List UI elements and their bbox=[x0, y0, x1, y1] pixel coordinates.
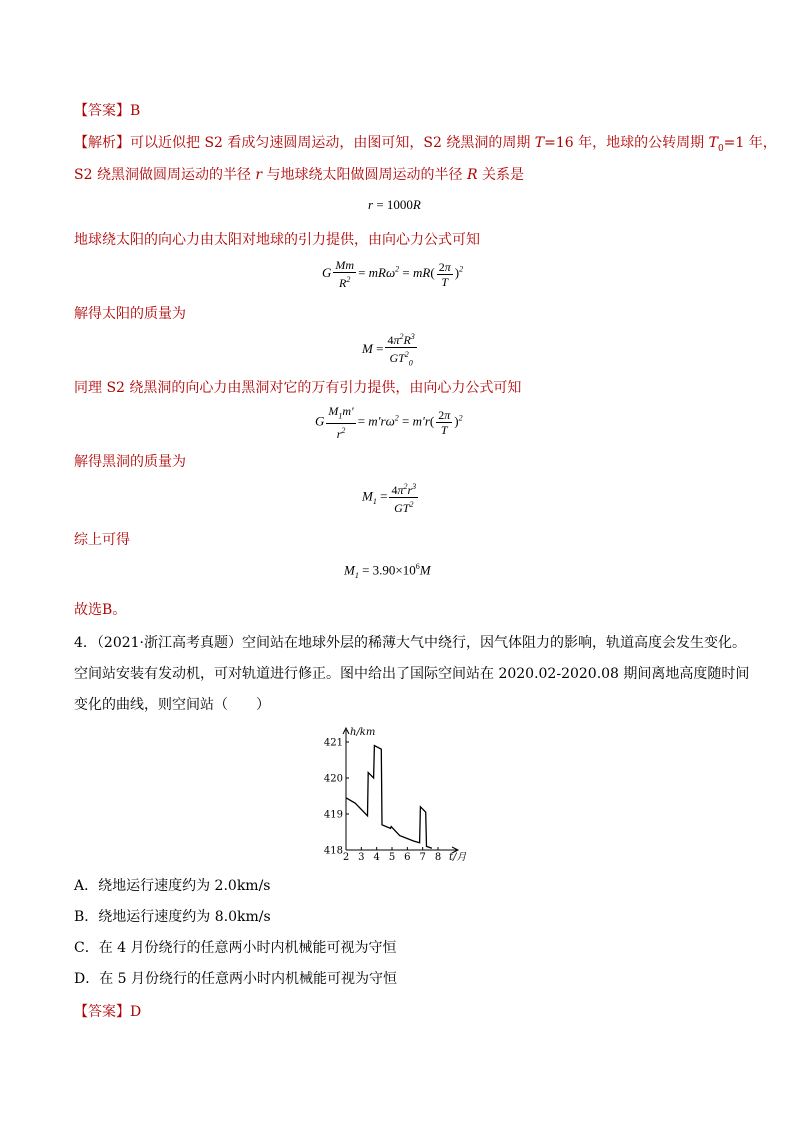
analysis-bracket: 【解析】 bbox=[74, 135, 130, 151]
option-a: A．绕地运行速度约为 2.0km/s bbox=[74, 878, 271, 894]
var-T0-sub: 0 bbox=[717, 143, 724, 154]
y-tick-label: 421 bbox=[323, 737, 343, 749]
x-axis-label: t/月 bbox=[449, 852, 467, 862]
answer-line-1 bbox=[74, 101, 140, 121]
var-T0: T bbox=[708, 135, 718, 151]
answer-line-2 bbox=[74, 1002, 141, 1022]
equation-gravity-sun: G $\frac{Mm}{R^2}$ = mRω$^2$ = mR( $\frac{2\pi}{T}$ )$^2$ bbox=[322, 258, 464, 290]
x-tick-label: 7 bbox=[419, 852, 426, 862]
var-R: R bbox=[467, 167, 478, 183]
equation-r: r = 1000R bbox=[368, 197, 421, 212]
analysis-line-7: 综上可得 bbox=[74, 532, 130, 548]
analysis-text-2b: 与地球绕太阳做圆周运动的半径 bbox=[262, 167, 468, 183]
analysis-text-2a: S2 绕黑洞做圆周运动的半径 bbox=[74, 167, 256, 183]
option-d: D．在 5 月份绕行的任意两小时内机械能可视为守恒 bbox=[74, 971, 398, 987]
var-T: T bbox=[534, 135, 545, 151]
x-tick-label: 5 bbox=[388, 852, 396, 862]
analysis-line-8: 故选B。 bbox=[74, 602, 127, 618]
answer-value: B bbox=[130, 103, 141, 119]
equation-sun-mass: M = $\frac{4\pi^2R^3}{GT^2_0}$ bbox=[362, 332, 415, 368]
altitude-chart-svg bbox=[318, 722, 468, 862]
altitude-series-line bbox=[346, 746, 432, 849]
question4-line-2: 空间站安装有发动机，可对轨道进行修正。图中给出了国际空间站在 2020.02-2020.08 期间离地高度随时间 bbox=[74, 666, 750, 682]
question4-line-3: 变化的曲线，则空间站（ ） bbox=[74, 697, 270, 713]
analysis-line-5: 同理 S2 绕黑洞的向心力由黑洞对它的万有引力提供，由向心力公式可知 bbox=[74, 380, 522, 396]
option-c: C．在 4 月份绕行的任意两小时内机械能可视为守恒 bbox=[74, 940, 397, 956]
analysis-line-3: 地球绕太阳的向心力由太阳对地球的引力提供，由向心力公式可知 bbox=[74, 232, 480, 248]
analysis-line-6: 解得黑洞的质量为 bbox=[74, 454, 186, 470]
altitude-chart bbox=[318, 722, 468, 862]
y-tick-label: 419 bbox=[323, 809, 343, 821]
answer-bracket: 【答案】 bbox=[74, 103, 130, 119]
analysis-line-1 bbox=[74, 133, 777, 159]
equation-gravity-blackhole: G $\frac{M_1m'}{r^2}$ = $m'r\omega^2 = m'r$( $\frac{2\pi}{T}$ )$^2$ bbox=[315, 404, 463, 442]
x-tick-label: 8 bbox=[434, 852, 442, 862]
analysis-text-1c: =1 年， bbox=[723, 135, 777, 151]
y-axis-label: h/km bbox=[350, 727, 376, 738]
y-tick-label: 418 bbox=[323, 845, 343, 857]
answer2-bracket: 【答案】 bbox=[74, 1004, 130, 1020]
x-tick-label: 4 bbox=[373, 852, 380, 862]
equation-result: $M_1 = 3.90\times 10^6M$ bbox=[344, 562, 431, 580]
analysis-line-2 bbox=[74, 165, 524, 185]
answer2-value: D bbox=[130, 1004, 142, 1020]
x-tick-label: 2 bbox=[342, 852, 350, 862]
y-tick-label: 420 bbox=[323, 773, 343, 785]
x-tick-label: 6 bbox=[404, 852, 411, 862]
analysis-text-2c: 关系是 bbox=[477, 167, 525, 183]
equation-blackhole-mass: $M_1$ = $\frac{4\pi^2r^3}{GT^2}$ bbox=[362, 482, 417, 515]
option-b: B．绕地运行速度约为 8.0km/s bbox=[74, 909, 271, 925]
analysis-line-4: 解得太阳的质量为 bbox=[74, 306, 186, 322]
question4-line-1: 4．（2021·浙江高考真题）空间站在地球外层的稀薄大气中绕行，因气体阻力的影响，轨道高度会发生变化。 bbox=[74, 635, 746, 651]
var-r: r bbox=[255, 167, 263, 183]
analysis-text-1a: 可以近似把 S2 看成匀速圆周运动，由图可知，S2 绕黑洞的周期 bbox=[130, 135, 535, 151]
analysis-text-1b: =16 年，地球的公转周期 bbox=[544, 135, 709, 151]
x-tick-label: 3 bbox=[358, 852, 365, 862]
